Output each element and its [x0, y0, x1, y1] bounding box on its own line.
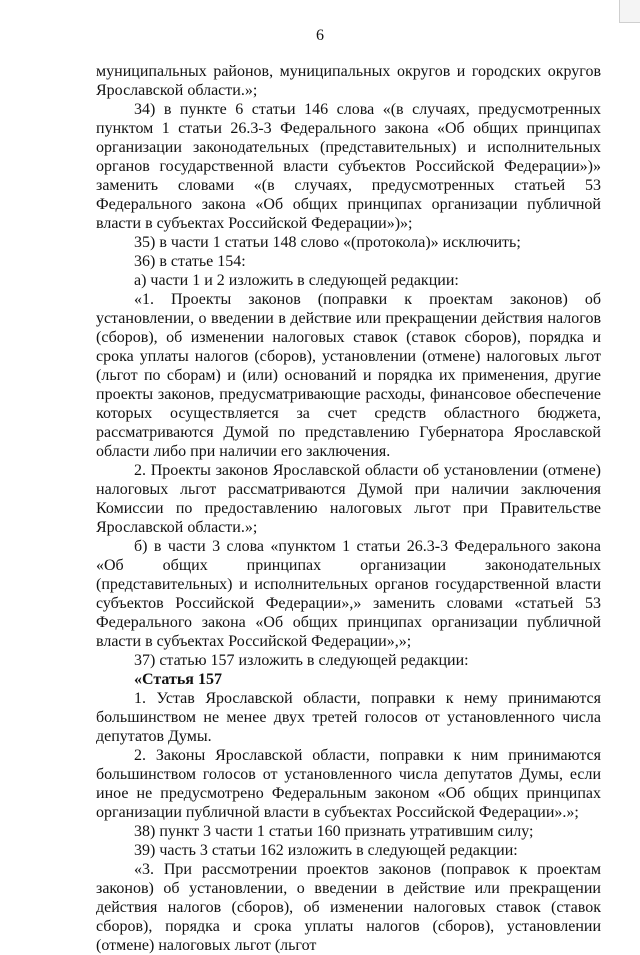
paragraph-item-35: 35) в части 1 статьи 148 слово «(протокола)» исключить;	[134, 234, 521, 251]
page-number: 6	[316, 27, 324, 44]
paragraph-part-2: 2. Проекты законов Ярославской области об установлении (отмене) налоговых льгот рассматриваются Думой при наличии заключения Комиссии по предоставлению налоговых льгот при Правительстве Ярославской области.»;	[96, 462, 601, 536]
scan-corner-mark	[619, 0, 640, 23]
paragraph-continuation: муниципальных районов, муниципальных округов и городских округов Ярославской области.»;	[96, 63, 601, 99]
body-text	[96, 62, 601, 955]
paragraph-part-3: «3. При рассмотрении проектов законов (поправок к проектам законов) об установлении, о введении в действие или прекращении действия налогов (сборов), об изменении налоговых ставок (ставок сборов), порядка и срока уплаты налогов (сборов), установлении (отмене) налоговых льгот (льгот	[96, 861, 601, 954]
paragraph-item-36b: б) в части 3 слова «пунктом 1 статьи 26.3-3 Федерального закона «Об общих принципах организации законодательных (представительных) и исполнительных органов государственной власти субъектов Российской Федерации»,» заменить словами «статьей 53 Федерального закона «Об общих принципах организации публичной власти в субъектах Российской Федерации»,»;	[96, 538, 601, 650]
paragraph-item-36a: а) части 1 и 2 изложить в следующей редакции:	[134, 272, 459, 289]
paragraph-item-37: 37) статью 157 изложить в следующей редакции:	[134, 652, 469, 669]
paragraph-item-34: 34) в пункте 6 статьи 146 слова «(в случаях, предусмотренных пунктом 1 статьи 26.3-3 Федерального закона «Об общих принципах организации законодательных (представительных) и исполнительных органов государственной власти субъектов Российской Федерации»)» заменить словами «(в случаях, предусмотренных статьей 53 Федерального закона «Об общих принципах организации публичной власти в субъектах Российской Федерации»)»;	[96, 101, 601, 232]
paragraph-item-39: 39) часть 3 статьи 162 изложить в следующей редакции:	[134, 842, 518, 859]
paragraph-item-38: 38) пункт 3 части 1 статьи 160 признать утратившим силу;	[134, 823, 534, 840]
article-157-heading: «Статья 157	[134, 671, 222, 688]
paragraph-item-36: 36) в статье 154:	[134, 253, 246, 270]
article-157-part-2: 2. Законы Ярославской области, поправки к ним принимаются большинством голосов от установленного числа депутатов Думы, если иное не предусмотрено Федеральным законом «Об общих принципах организации публичной власти в субъектах Российской Федерации».»;	[96, 747, 601, 821]
paragraph-part-1: «1. Проекты законов (поправки к проектам законов) об установлении, о введении в действие или прекращении действия налогов (сборов), об изменении налоговых ставок (ставок сборов), порядка и срока уплаты налогов (сборов), установлении (отмене) налоговых льгот (льгот по сборам) и (или) оснований и порядка их применения, другие проекты законов, предусматривающие расходы, финансовое обеспечение которых осуществляется за счет средств областного бюджета, рассматриваются Думой по представлению Губернатора Ярославской области либо при наличии его заключения.	[96, 291, 601, 460]
article-157-part-1: 1. Устав Ярославской области, поправки к нему принимаются большинством не менее двух третей голосов от установленного числа депутатов Думы.	[96, 690, 601, 745]
